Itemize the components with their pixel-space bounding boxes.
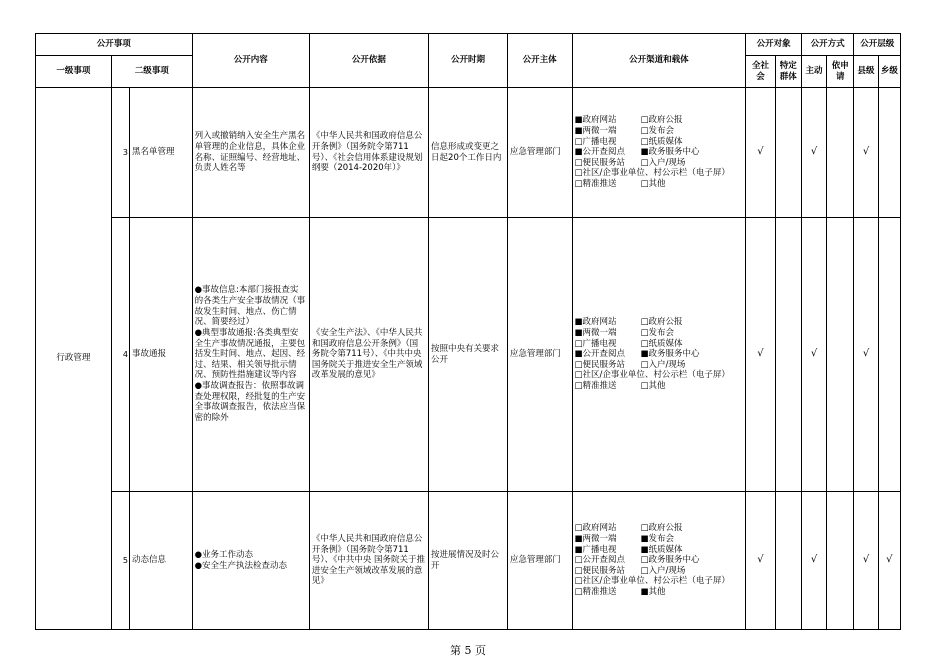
channel-option: □政府公报 (640, 317, 683, 328)
check-active: √ (801, 492, 826, 630)
subject-cell: 应急管理部门 (507, 88, 572, 218)
header-basis: 公开依据 (309, 34, 428, 88)
channel-option: □政府公报 (640, 523, 683, 534)
header-active: 主动 (801, 56, 826, 88)
check-on-request (827, 88, 854, 218)
channel-option: □政府公报 (640, 115, 683, 126)
channel-option: ■公开查阅点 (574, 147, 626, 158)
check-specific-group (775, 492, 801, 630)
check-on-request (827, 218, 854, 492)
header-on-request: 依申请 (827, 56, 854, 88)
check-county: √ (854, 88, 878, 218)
channel-option: □社区/企事业单位、村公示栏（电子屏） (574, 370, 730, 381)
content-line: 列入或撤销纳入安全生产黑名单管理的企业信息，具体企业名称、证照编号、经营地址、负责人姓名等 (194, 131, 306, 174)
check-county: √ (854, 218, 878, 492)
header-township: 乡级 (878, 56, 900, 88)
channel-option: ■广播电视 (574, 544, 617, 555)
category-cell: 行政管理 (36, 88, 112, 630)
page-number: 第 5 页 (450, 644, 486, 657)
check-county: √ (854, 492, 878, 630)
time-cell: 按照中央有关要求公开 (429, 218, 508, 492)
header-county: 县级 (854, 56, 878, 88)
time-cell: 按进展情况及时公开 (429, 492, 508, 630)
channel-option: □纸质媒体 (640, 338, 683, 349)
channel-option: □广播电视 (574, 136, 617, 147)
channel-option: □便民服务站 (574, 157, 626, 168)
subject-cell: 应急管理部门 (507, 218, 572, 492)
item-name: 动态信息 (129, 492, 192, 630)
channel-option: ■两微一端 (574, 533, 617, 544)
table-row (36, 218, 901, 492)
header-level1: 一级事项 (36, 56, 112, 88)
channel-option: ■纸质媒体 (640, 544, 683, 555)
header-level: 公开层级 (854, 34, 901, 56)
content-cell (192, 492, 309, 630)
row-number: 4 (111, 218, 129, 492)
content-cell (192, 88, 309, 218)
content-line: ●安全生产执法检查动态 (194, 560, 288, 571)
channel-option: □公开查阅点 (574, 555, 626, 566)
check-township (878, 218, 900, 492)
check-all-society: √ (746, 218, 775, 492)
channel-option: □精准推送 (574, 587, 617, 598)
check-township (878, 88, 900, 218)
channel-option: ■政务服务中心 (640, 349, 700, 360)
channel-option: □发布会 (640, 125, 675, 136)
channels-cell (572, 218, 746, 492)
header-content: 公开内容 (192, 34, 309, 88)
header-method: 公开方式 (801, 34, 854, 56)
channel-option: □社区/企事业单位、村公示栏（电子屏） (574, 168, 730, 179)
channel-option: □精准推送 (574, 381, 617, 392)
row-number: 3 (111, 88, 129, 218)
check-specific-group (775, 88, 801, 218)
check-active: √ (801, 218, 826, 492)
channel-option: □广播电视 (574, 338, 617, 349)
channel-option: □便民服务站 (574, 565, 626, 576)
channel-option: □发布会 (640, 327, 675, 338)
channel-option: □纸质媒体 (640, 136, 683, 147)
subject-cell: 应急管理部门 (507, 492, 572, 630)
header-specific-group: 特定群体 (775, 56, 801, 88)
item-name: 事故通报 (129, 218, 192, 492)
check-on-request (827, 492, 854, 630)
channel-option: □入户/现场 (640, 565, 686, 576)
channel-option: □其他 (640, 179, 666, 190)
channel-option: ■两微一端 (574, 327, 617, 338)
disclosure-table (35, 33, 901, 630)
table-row (36, 492, 901, 630)
table-row (36, 88, 901, 218)
header-channels: 公开渠道和载体 (572, 34, 746, 88)
channels-cell (572, 492, 746, 630)
header-all-society: 全社会 (746, 56, 775, 88)
channel-option: □社区/企事业单位、村公示栏（电子屏） (574, 576, 730, 587)
content-cell (192, 218, 309, 492)
content-line: ●业务工作动态 (194, 549, 254, 560)
channel-option: ■发布会 (640, 533, 675, 544)
channels-cell (572, 88, 746, 218)
channel-option: □其他 (640, 381, 666, 392)
header-disclosure-items: 公开事项 (36, 34, 193, 56)
content-line: ●事故调查报告：依照事故调查处理权限，经批复的生产安全事故调查报告，依法应当保密的除外 (194, 381, 306, 423)
channel-option: ■政府网站 (574, 317, 617, 328)
channel-option: □政府网站 (574, 523, 617, 534)
basis-cell: 《中华人民共和国政府信息公开条例》（国务院令第711号）、《中共中央 国务院关于推进安全生产领域改革发展的意见》 (309, 492, 428, 630)
channel-option: □入户/现场 (640, 157, 686, 168)
content-line: ●典型事故通报:各类典型安全生产事故情况通报，主要包括发生时间、地点、起因、经过、结果、相关领导批示情况、预防性措施建议等内容 (194, 327, 306, 381)
item-name: 黑名单管理 (129, 88, 192, 218)
basis-cell: 《中华人民共和国政府信息公开条例》（国务院令第711号）、《社会信用体系建设规划纲要（2014-2020年）》 (309, 88, 428, 218)
channel-option: □精准推送 (574, 179, 617, 190)
channel-option: ■两微一端 (574, 125, 617, 136)
header-time: 公开时期 (429, 34, 508, 88)
content-line: ●事故信息:本部门接报查实的各类生产安全事故情况（事故发生时间、地点、伤亡情况、简要经过） (194, 285, 306, 328)
basis-cell: 《安全生产法》、《中华人民共和国政府信息公开条例》（国务院令第711号）、《中共中央 国务院关于推进安全生产领域改革发展的意见》 (309, 218, 428, 492)
header-target: 公开对象 (746, 34, 802, 56)
check-active: √ (801, 88, 826, 218)
row-number: 5 (111, 492, 129, 630)
check-specific-group (775, 218, 801, 492)
channel-option: ■政务服务中心 (640, 147, 700, 158)
check-all-society: √ (746, 88, 775, 218)
channel-option: □便民服务站 (574, 359, 626, 370)
channel-option: ■公开查阅点 (574, 349, 626, 360)
time-cell: 信息形成或变更之日起20个工作日内 (429, 88, 508, 218)
channel-option: □入户/现场 (640, 359, 686, 370)
channel-option: ■政府网站 (574, 115, 617, 126)
check-all-society: √ (746, 492, 775, 630)
header-subject: 公开主体 (507, 34, 572, 88)
check-township: √ (878, 492, 900, 630)
channel-option: □政务服务中心 (640, 555, 700, 566)
channel-option: ■其他 (640, 587, 666, 598)
header-level2: 二级事项 (111, 56, 192, 88)
